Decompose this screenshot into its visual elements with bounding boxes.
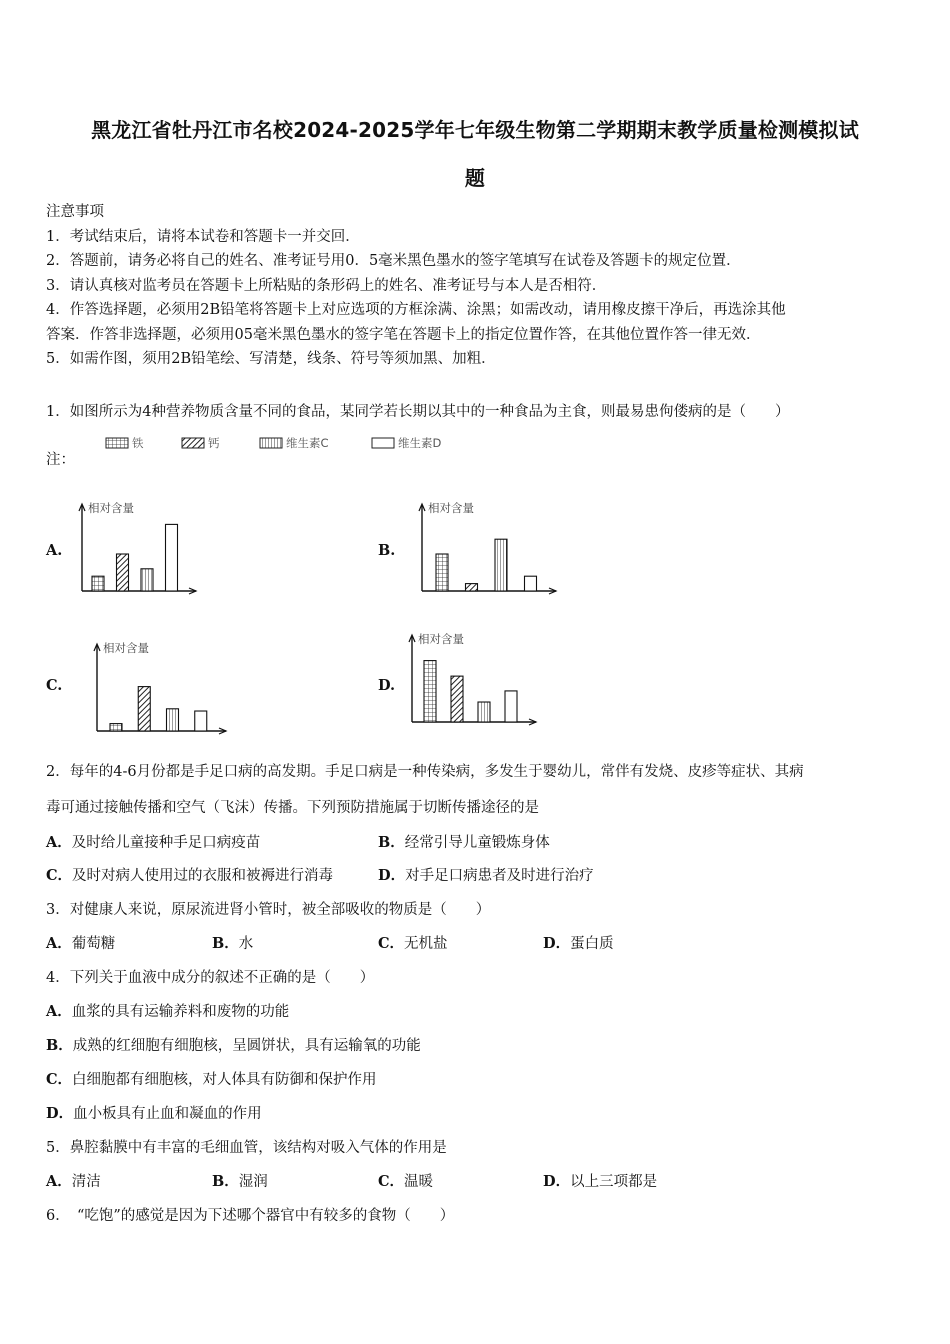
bar-钙	[451, 676, 463, 722]
bar-钙	[466, 584, 478, 591]
chart-legend	[100, 432, 480, 456]
bar-维生素C	[478, 702, 490, 722]
question-2-option-b: B．经常引导儿童锻炼身体	[378, 834, 550, 851]
question-5-option-c: C．温暖	[378, 1173, 434, 1190]
legend-swatch	[106, 438, 128, 448]
chart-d	[400, 628, 540, 728]
question-1-note-label: 注：	[46, 452, 75, 468]
notice-item: 3．请认真核对监考员在答题卡上所粘贴的条形码上的姓名、准考证号与本人是否相符．	[46, 277, 607, 294]
option-b-label: B.	[378, 542, 396, 559]
option-c-label: C.	[46, 677, 63, 694]
question-4-stem: 4．下列关于血液中成分的叙述不正确的是（ ）	[46, 970, 375, 986]
bar-维生素D	[166, 524, 178, 591]
bar-铁	[436, 554, 448, 591]
question-4-option-b: B．成熟的红细胞有细胞核，呈圆饼状，具有运输氧的功能	[46, 1037, 421, 1054]
question-3-stem: 3．对健康人来说，原尿流进肾小管时，被全部吸收的物质是（ ）	[46, 902, 491, 918]
y-axis-label: 相对含量	[88, 501, 134, 515]
bar-维生素D	[195, 711, 207, 731]
bar-维生素C	[141, 569, 153, 591]
question-1-stem: 1．如图所示为4种营养物质含量不同的食品，某同学若长期以其中的一种食品为主食，则最易患佝偻病的是（ ）	[46, 404, 790, 420]
legend-label: 钙	[208, 436, 220, 450]
question-5-stem: 5．鼻腔黏膜中有丰富的毛细血管，该结构对吸入气体的作用是	[46, 1140, 447, 1156]
question-2-stem-line2: 毒可通过接触传播和空气（飞沫）传播。下列预防措施属于切断传播途径的是	[46, 800, 539, 816]
question-2-option-d: D．对手足口病患者及时进行治疗	[378, 867, 594, 884]
chart-b	[410, 497, 560, 597]
legend-label: 维生素C	[286, 436, 329, 450]
option-a-label: A.	[46, 542, 63, 559]
question-6-stem: 6． “吃饱”的感觉是因为下述哪个器官中有较多的食物（ ）	[46, 1208, 455, 1224]
y-axis-label: 相对含量	[418, 632, 464, 646]
question-3-option-a: A．葡萄糖	[46, 935, 116, 952]
notice-item: 1．考试结束后，请将本试卷和答题卡一并交回．	[46, 228, 360, 245]
page-title-line1: 黑龙江省牡丹江市名校2024-2025学年七年级生物第二学期期末教学质量检测模拟试	[91, 118, 859, 142]
bar-维生素C	[495, 539, 507, 591]
question-3-option-b: B．水	[212, 935, 254, 952]
question-3-option-c: C．无机盐	[378, 935, 448, 952]
question-4-option-a: A．血浆的具有运输养料和废物的功能	[46, 1003, 290, 1020]
notice-item: 2．答题前，请务必将自己的姓名、准考证号用0．5毫米黑色墨水的签字笔填写在试卷及答题卡的规定位置．	[46, 253, 741, 269]
bar-维生素C	[167, 709, 179, 731]
legend-swatch	[182, 438, 204, 448]
bar-铁	[92, 576, 104, 591]
y-axis-label: 相对含量	[428, 501, 474, 515]
question-2-option-c: C．及时对病人使用过的衣服和被褥进行消毒	[46, 867, 334, 884]
notice-item: 答案．作答非选择题，必须用05毫米黑色墨水的签字笔在答题卡上的指定位置作答，在其他位置作答一律无效．	[46, 326, 761, 343]
legend-label: 维生素D	[398, 436, 442, 450]
question-3-option-d: D．蛋白质	[543, 935, 614, 952]
question-5-option-d: D．以上三项都是	[543, 1173, 658, 1190]
bar-铁	[110, 724, 122, 731]
page-title-line2: 题	[464, 166, 486, 190]
legend-label: 铁	[132, 436, 144, 450]
option-d-label: D.	[378, 677, 396, 694]
chart-a	[70, 497, 200, 597]
bar-维生素D	[525, 576, 537, 591]
bar-钙	[117, 554, 129, 591]
legend-swatch	[372, 438, 394, 448]
question-2-option-a: A．及时给儿童接种手足口病疫苗	[46, 834, 261, 851]
question-2-stem-line1: 2．每年的4-6月份都是手足口病的高发期。手足口病是一种传染病，多发生于婴幼儿，常伴有发烧、皮疹等症状、其病	[46, 764, 804, 780]
chart-c	[85, 637, 230, 737]
notice-item: 4．作答选择题，必须用2B铅笔将答题卡上对应选项的方框涂满、涂黑；如需改动，请用橡皮擦干净后，再选涂其他	[46, 302, 786, 318]
question-5-option-b: B．湿润	[212, 1173, 268, 1190]
question-4-option-d: D．血小板具有止血和凝血的作用	[46, 1105, 262, 1122]
question-5-option-a: A．清洁	[46, 1173, 101, 1190]
legend-swatch	[260, 438, 282, 448]
bar-维生素D	[505, 691, 517, 722]
bar-铁	[424, 661, 436, 722]
bar-钙	[138, 687, 150, 731]
y-axis-label: 相对含量	[103, 641, 149, 655]
notice-item: 5．如需作图，须用2B铅笔绘、写清楚，线条、符号等须加黑、加粗．	[46, 351, 496, 367]
notice-section	[46, 200, 906, 372]
notice-heading: 注意事项	[46, 204, 104, 220]
question-4-option-c: C．白细胞都有细胞核，对人体具有防御和保护作用	[46, 1071, 377, 1088]
